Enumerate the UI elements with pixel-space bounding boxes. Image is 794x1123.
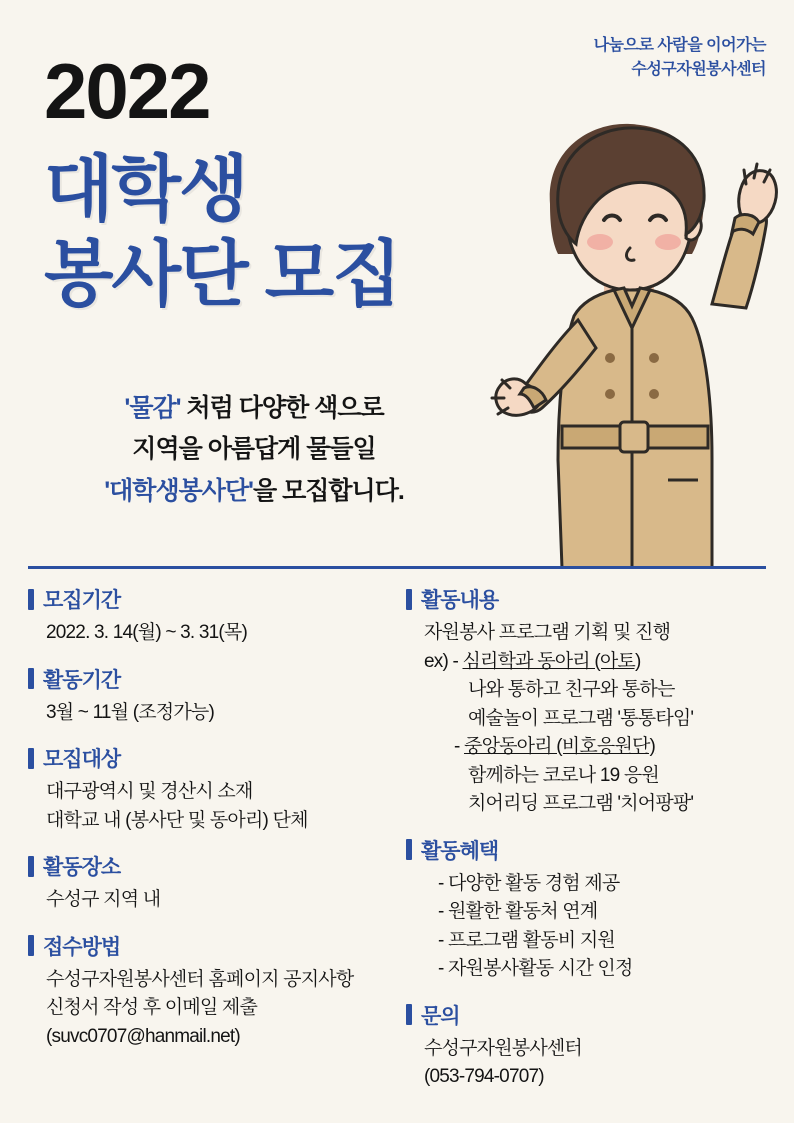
accent-bar-icon xyxy=(28,856,34,877)
body-line: 대학교 내 (봉사단 및 동아리) 단체 xyxy=(46,809,308,831)
contact-phone[interactable]: (053-794-0707) xyxy=(424,1066,544,1087)
activity-intro: 자원봉사 프로그램 기획 및 진행 xyxy=(424,622,671,643)
section-recruit-period xyxy=(28,584,388,648)
body-line: 대구광역시 및 경산시 소재 xyxy=(46,781,253,802)
body-line: 신청서 작성 후 이메일 제출 xyxy=(46,997,258,1018)
body-line: 3월 ~ 11월 (조정가능) xyxy=(46,701,215,723)
example-2 xyxy=(424,733,756,762)
section-body xyxy=(28,886,388,915)
benefit-item: - 다양한 활동 경험 제공 xyxy=(438,872,620,894)
page-title xyxy=(44,148,400,318)
section-eligibility xyxy=(28,743,388,835)
tagline-line-2: 수성구자원봉사센터 xyxy=(631,61,766,78)
section-header xyxy=(28,743,388,773)
subtitle-block xyxy=(44,388,464,512)
left-column xyxy=(28,584,388,1108)
subtitle-line-2: 지역을 아름답게 물들일 xyxy=(132,435,376,464)
example-1-title: 심리학과 동아리 (아토) xyxy=(462,650,641,672)
accent-bar-icon xyxy=(28,668,34,689)
body-line: 수성구자원봉사센터 홈페이지 공지사항 xyxy=(46,968,354,990)
example-2-detail-2: 치어리딩 프로그램 '치어팡팡' xyxy=(468,793,694,814)
organization-tagline xyxy=(594,34,766,82)
contact-name: 수성구자원봉사센터 xyxy=(424,1037,582,1059)
benefit-item: - 자원봉사활동 시간 인정 xyxy=(438,958,633,979)
section-header xyxy=(406,584,756,614)
section-body xyxy=(406,870,756,984)
tagline-line-1: 나눔으로 사람을 이어가는 xyxy=(593,37,766,54)
section-application-method xyxy=(28,931,388,1052)
section-header xyxy=(28,664,388,694)
accent-bar-icon xyxy=(28,748,34,769)
section-body xyxy=(406,619,756,819)
benefit-item: - 프로그램 활동비 지원 xyxy=(438,929,615,951)
section-header xyxy=(406,1000,756,1030)
section-title: 문의 xyxy=(421,1004,460,1028)
subtitle-rest-3: 을 모집합니다. xyxy=(253,476,404,505)
accent-bar-icon xyxy=(406,1004,412,1025)
email-line[interactable]: (suvc0707@hanmail.net) xyxy=(46,1025,240,1047)
section-activity-period xyxy=(28,664,388,728)
section-header xyxy=(28,851,388,881)
subtitle-rest-1: 처럼 다양한 색으로 xyxy=(180,394,384,422)
section-contact xyxy=(406,1000,756,1092)
year-heading: 2022 xyxy=(44,47,210,135)
section-title: 활동장소 xyxy=(43,856,121,879)
section-title: 접수방법 xyxy=(43,935,121,959)
content-columns xyxy=(28,584,768,1108)
section-body xyxy=(28,778,388,835)
section-divider xyxy=(28,566,766,569)
right-column xyxy=(406,584,756,1108)
example-2-dash: - xyxy=(454,736,460,757)
accent-bar-icon xyxy=(28,589,34,610)
section-body xyxy=(28,966,388,1052)
subtitle-line-1 xyxy=(44,388,464,429)
section-header xyxy=(406,835,756,865)
example-1-detail-2: 예술놀이 프로그램 '통통타임' xyxy=(468,707,694,729)
section-location xyxy=(28,851,388,915)
section-body xyxy=(28,699,388,728)
section-title: 모집대상 xyxy=(43,748,121,771)
section-header xyxy=(28,584,388,614)
section-title: 모집기간 xyxy=(43,589,121,612)
accent-bar-icon xyxy=(406,839,412,860)
example-1 xyxy=(424,648,756,677)
subtitle-highlight-1: '물감' xyxy=(124,394,181,422)
section-title: 활동혜택 xyxy=(421,839,499,863)
body-line: 2022. 3. 14(월) ~ 3. 31(목) xyxy=(46,622,248,643)
example-2-detail-1: 함께하는 코로나 19 응원 xyxy=(468,764,659,786)
section-body xyxy=(28,619,388,648)
section-benefits xyxy=(406,835,756,984)
body-line: 수성구 지역 내 xyxy=(46,889,161,910)
section-title: 활동기간 xyxy=(43,668,121,692)
subtitle-line-3 xyxy=(44,471,464,512)
accent-bar-icon xyxy=(406,589,412,610)
benefit-item: - 원활한 활동처 연계 xyxy=(438,901,598,922)
accent-bar-icon xyxy=(28,935,34,956)
subtitle-highlight-3: '대학생봉사단' xyxy=(104,476,253,505)
section-body xyxy=(406,1035,756,1092)
person-illustration xyxy=(454,108,784,568)
example-1-detail-1: 나와 통하고 친구와 통하는 xyxy=(468,679,675,700)
title-line-2: 봉사단 모집 xyxy=(44,234,400,315)
section-title: 활동내용 xyxy=(421,589,499,612)
section-activity-content xyxy=(406,584,756,819)
title-line-1: 대학생 xyxy=(44,150,247,230)
example-2-title: 중앙동아리 (비호응원단) xyxy=(464,736,656,757)
example-label: ex) - xyxy=(424,650,459,672)
section-header xyxy=(28,931,388,961)
